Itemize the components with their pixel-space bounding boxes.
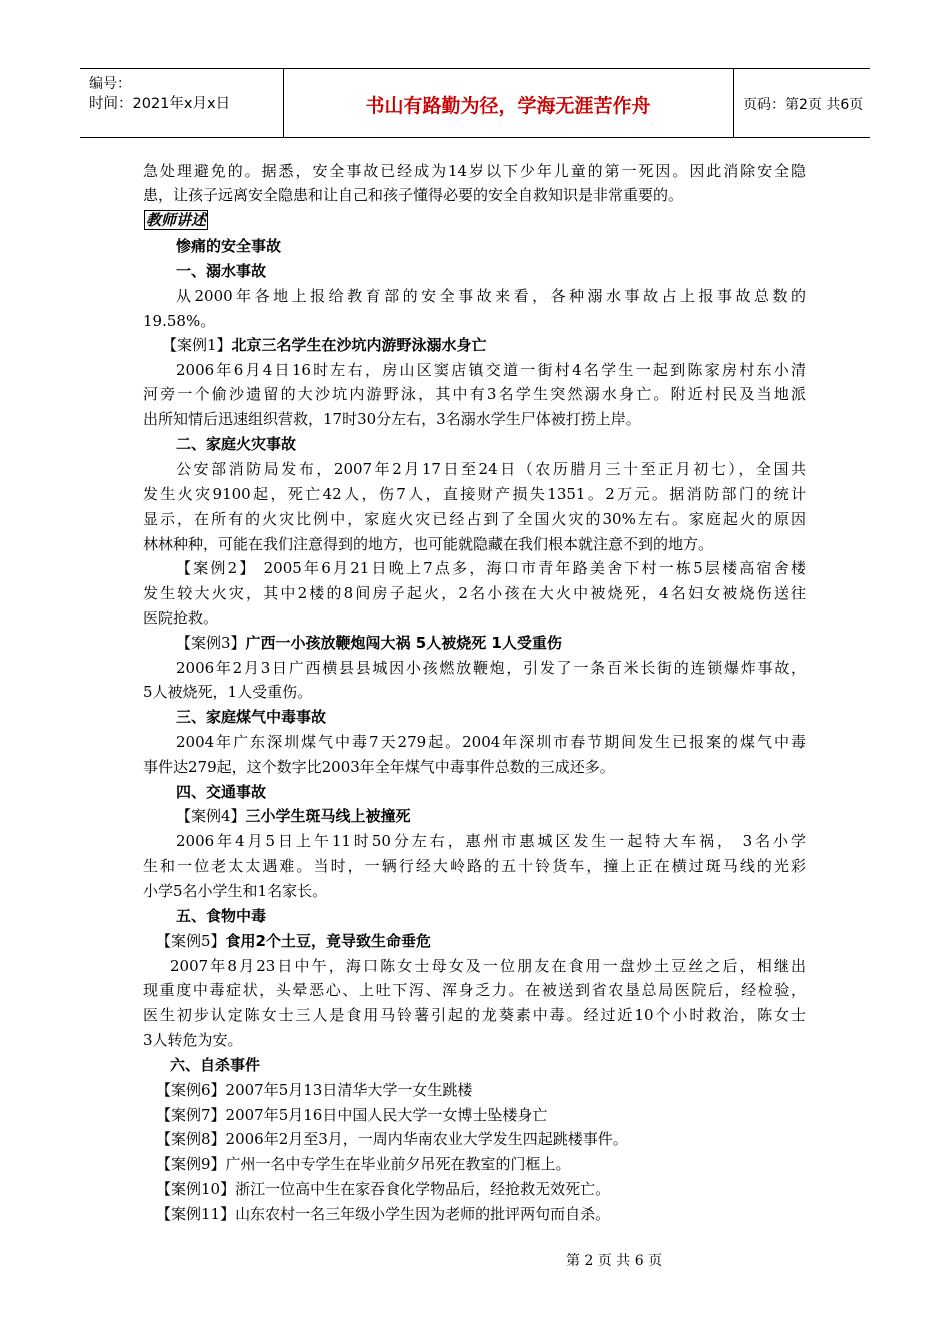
paragraph-line: 医生初步认定陈女士三人是食用马铃薯引起的龙葵素中毒。经过近10个小时救治，陈女士 (143, 1006, 806, 1024)
case-title (176, 633, 562, 653)
paragraph-line: 2007年8月23日中午，海口陈女士母女及一位朋友在食用一盘炒土豆丝之后，相继出 (170, 957, 806, 975)
case-tag: 【案例1】 (162, 336, 232, 354)
header-time: 时间：2021年x月x日 (89, 96, 231, 112)
page-footer: 第 2 页 共 6 页 (566, 1253, 663, 1269)
paragraph-line: 2006年2月3日广西横县县城因小孩燃放鞭炮，引发了一条百米长街的连锁爆炸事故， (176, 659, 806, 677)
case-title (156, 931, 431, 951)
case-line: 【案例7】2007年5月16日中国人民大学一女博士坠楼身亡 (156, 1106, 548, 1124)
case-line: 【案例11】山东农村一名三年级小学生因为老师的批评两句而自杀。 (156, 1205, 611, 1223)
paragraph-line: 急处理避免的。据悉，安全事故已经成为14岁以下少年儿童的第一死因。因此消除安全隐 (143, 162, 806, 180)
paragraph-line: 2006年6月4日16时左右，房山区窦店镇交道一街村4名学生一起到陈家房村东小清 (176, 361, 806, 379)
case-title (176, 806, 411, 826)
header-page-number: 页码：第2页 共6页 (743, 97, 864, 113)
case-line: 【案例10】浙江一位高中生在家吞食化学物品后，经抢救无效死亡。 (156, 1180, 611, 1198)
section-heading: 一、溺水事故 (176, 262, 267, 280)
case-title-text: 北京三名学生在沙坑内游野泳溺水身亡 (231, 336, 487, 354)
section-heading: 四、交通事故 (176, 783, 267, 801)
teacher-section-tag (144, 210, 208, 230)
case-tag: 【案例5】 (156, 932, 226, 950)
section-heading: 三、家庭煤气中毒事故 (176, 708, 327, 726)
section-heading: 二、家庭火灾事故 (176, 435, 297, 453)
case-title (162, 335, 487, 355)
paragraph-line: 林林种种，可能在我们注意得到的地方，也可能就隐藏在我们根本就注意不到的地方。 (143, 535, 714, 553)
header-motto: 书山有路勤为径，学海无涯苦作舟 (365, 95, 651, 117)
case-line: 【案例6】2007年5月13日清华大学一女生跳楼 (156, 1081, 473, 1099)
case-title-text: 广西一小孩放鞭炮闯大祸 5人被烧死 1人受重伤 (245, 634, 562, 652)
paragraph-line: 3人转危为安。 (143, 1031, 243, 1049)
teacher-tag-label: 教师讲述 (146, 211, 207, 229)
header-number: 编号： (89, 76, 131, 92)
header-page-cell (733, 69, 870, 137)
paragraph-line: 5人被烧死，1人受重伤。 (143, 683, 313, 701)
paragraph-line: 【案例2】 2005年6月21日晚上7点多，海口市青年路美舍下村一栋5层楼高宿舍楼 (176, 559, 806, 577)
case-line: 【案例9】广州一名中专学生在毕业前夕吊死在教室的门框上。 (156, 1155, 571, 1173)
paragraph-line: 生和一位老太太遇难。当时，一辆行经大岭路的五十铃货车，撞上正在横过斑马线的光彩 (143, 857, 806, 875)
paragraph-line: 出所知情后迅速组织营救，17时30分左右，3名溺水学生尸体被打捞上岸。 (143, 410, 641, 428)
paragraph-line: 事件达279起，这个数字比2003年全年煤气中毒事件总数的三成还多。 (143, 758, 615, 776)
paragraph-line: 河旁一个偷沙遗留的大沙坑内游野泳，其中有3名学生突然溺水身亡。附近村民及当地派 (143, 385, 806, 403)
paragraph-line: 从2000年各地上报给教育部的安全事故来看，各种溺水事故占上报事故总数的 (176, 287, 806, 305)
paragraph-line: 19.58%。 (143, 312, 216, 330)
section-heading: 五、食物中毒 (176, 907, 267, 925)
section-heading: 六、自杀事件 (170, 1056, 261, 1074)
case-title-text: 三小学生斑马线上被撞死 (245, 807, 411, 825)
paragraph-line: 显示，在所有的火灾比例中，家庭火灾已经占到了全国火灾的30%左右。家庭起火的原因 (143, 510, 807, 528)
paragraph-line: 患，让孩子远离安全隐患和让自己和孩子懂得必要的安全自救知识是非常重要的。 (143, 186, 684, 204)
header-motto-cell (283, 69, 734, 137)
case-line: 【案例8】2006年2月至3月，一周内华南农业大学发生四起跳楼事件。 (156, 1130, 628, 1148)
case-tag: 【案例4】 (176, 807, 246, 825)
paragraph-line: 公安部消防局发布，2007年2月17日至24日（农历腊月三十至正月初七），全国共 (176, 460, 806, 478)
header-meta-cell (80, 69, 284, 137)
case-title-text: 食用2个土豆，竟导致生命垂危 (225, 932, 431, 950)
case-tag: 【案例3】 (176, 634, 246, 652)
paragraph-line: 现重度中毒症状，头晕恶心、上吐下泻、浑身乏力。在被送到省农垦总局医院后，经检验， (143, 981, 806, 999)
paragraph-line: 2006年4月5日上午11时50分左右，惠州市惠城区发生一起特大车祸， 3名小学 (176, 832, 806, 850)
paragraph-line: 2004年广东深圳煤气中毒7天279起。2004年深圳市春节期间发生已报案的煤气中毒 (176, 733, 806, 751)
paragraph-line: 发生较大火灾，其中2楼的8间房子起火，2名小孩在大火中被烧死，4名妇女被烧伤送往 (143, 584, 806, 602)
paragraph-line: 小学5名小学生和1名家长。 (143, 882, 328, 900)
main-heading: 惨痛的安全事故 (176, 237, 282, 255)
page-header (80, 68, 870, 138)
paragraph-line: 发生火灾9100起，死亡42人，伤7人，直接财产损失1351。2万元。据消防部门的统计 (143, 485, 806, 503)
paragraph-line: 医院抢救。 (143, 609, 219, 627)
